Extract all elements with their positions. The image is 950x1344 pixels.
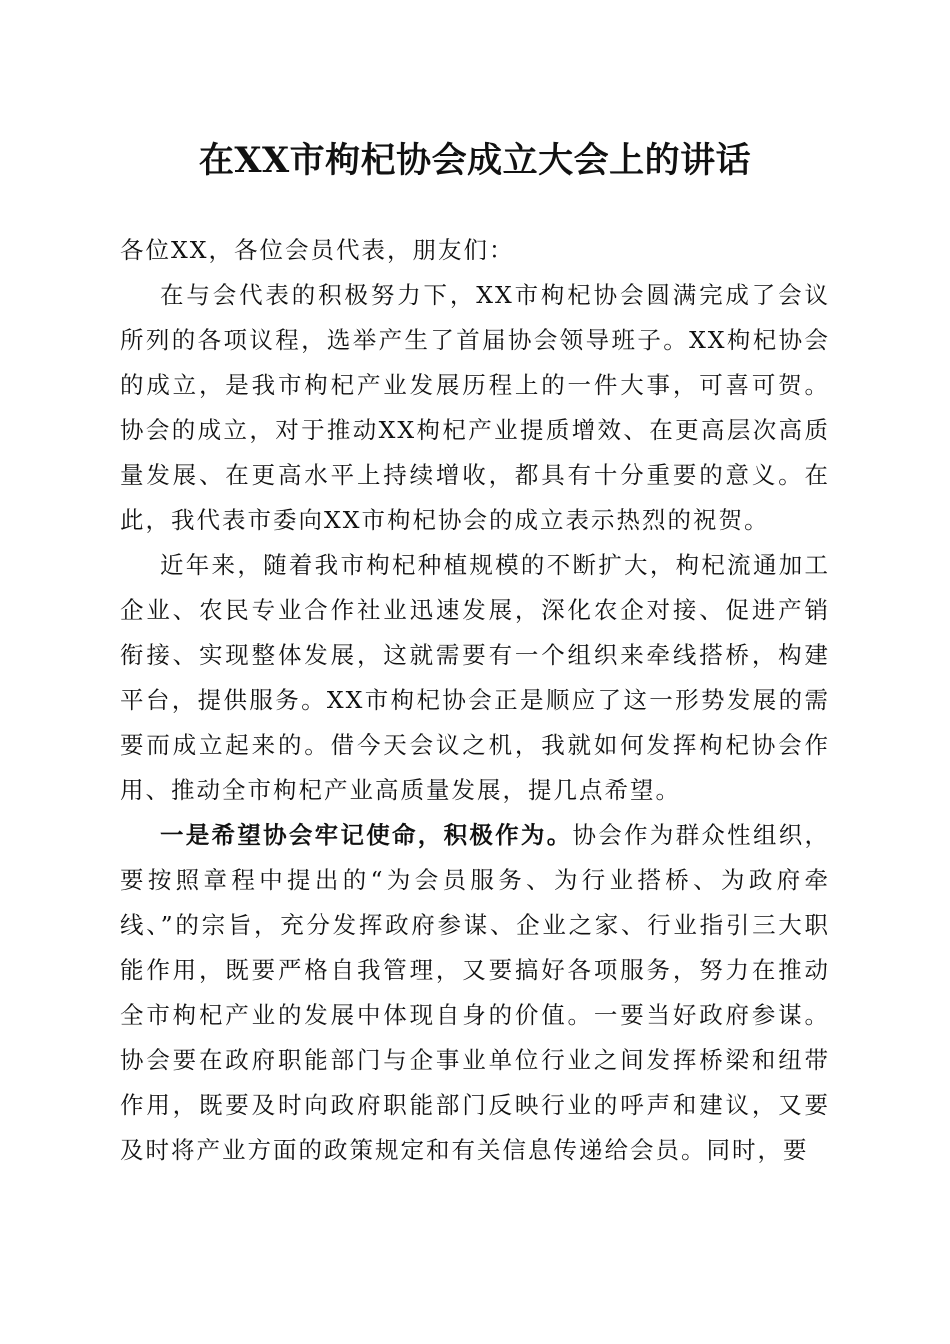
document-body	[120, 228, 830, 1173]
paragraph-text: 近年来，随着我市枸杞种植规模的不断扩大，枸杞流通加工企业、农民专业合作社业迅速发展，深化农企对接、促进产销衔接、实现整体发展，这就需要有一个组织来牵线搭桥，构建平台，提供服务。XX市枸杞协会正是顺应了这一形势发展的需要而成立起来的。借今天会议之机，我就如何发挥枸杞协会作用、推动全市枸杞产业高质量发展，提几点希望。	[120, 551, 830, 804]
document-title: 在XX市枸杞协会成立大会上的讲话	[198, 140, 752, 181]
paragraph-text: 协会作为群众性组织，要按照章程中提出的“为会员服务、为行业搭桥、为政府牵线、”的宗旨，充分发挥政府参谋、企业之家、行业指引三大职能作用，既要严格自我管理，又要搞好各项服务，努力在推动全市枸杞产业的发展中体现自身的价值。一要当好政府参谋。协会要在政府职能部门与企事业单位行业之间发挥桥梁和纽带作用，既要及时向政府职能部门反映行业的呼声和建议，又要及时将产业方面的政策规定和有关信息传递给会员。同时，要	[120, 821, 831, 1164]
paragraph-lead: 一是希望协会牢记使命，积极作为。	[160, 821, 573, 849]
salutation: 各位XX，各位会员代表，朋友们：	[120, 236, 515, 264]
paragraph-3	[120, 813, 830, 1173]
paragraph-2	[120, 543, 830, 813]
paragraph-1	[120, 273, 830, 543]
paragraph-text: 在与会代表的积极努力下，XX市枸杞协会圆满完成了会议所列的各项议程，选举产生了首届协会领导班子。XX枸杞协会的成立，是我市枸杞产业发展历程上的一件大事，可喜可贺。协会的成立，对于推动XX枸杞产业提质增效、在更高层次高质量发展、在更高水平上持续增收，都具有十分重要的意义。在此，我代表市委向XX市枸杞协会的成立表示热烈的祝贺。	[120, 281, 830, 534]
